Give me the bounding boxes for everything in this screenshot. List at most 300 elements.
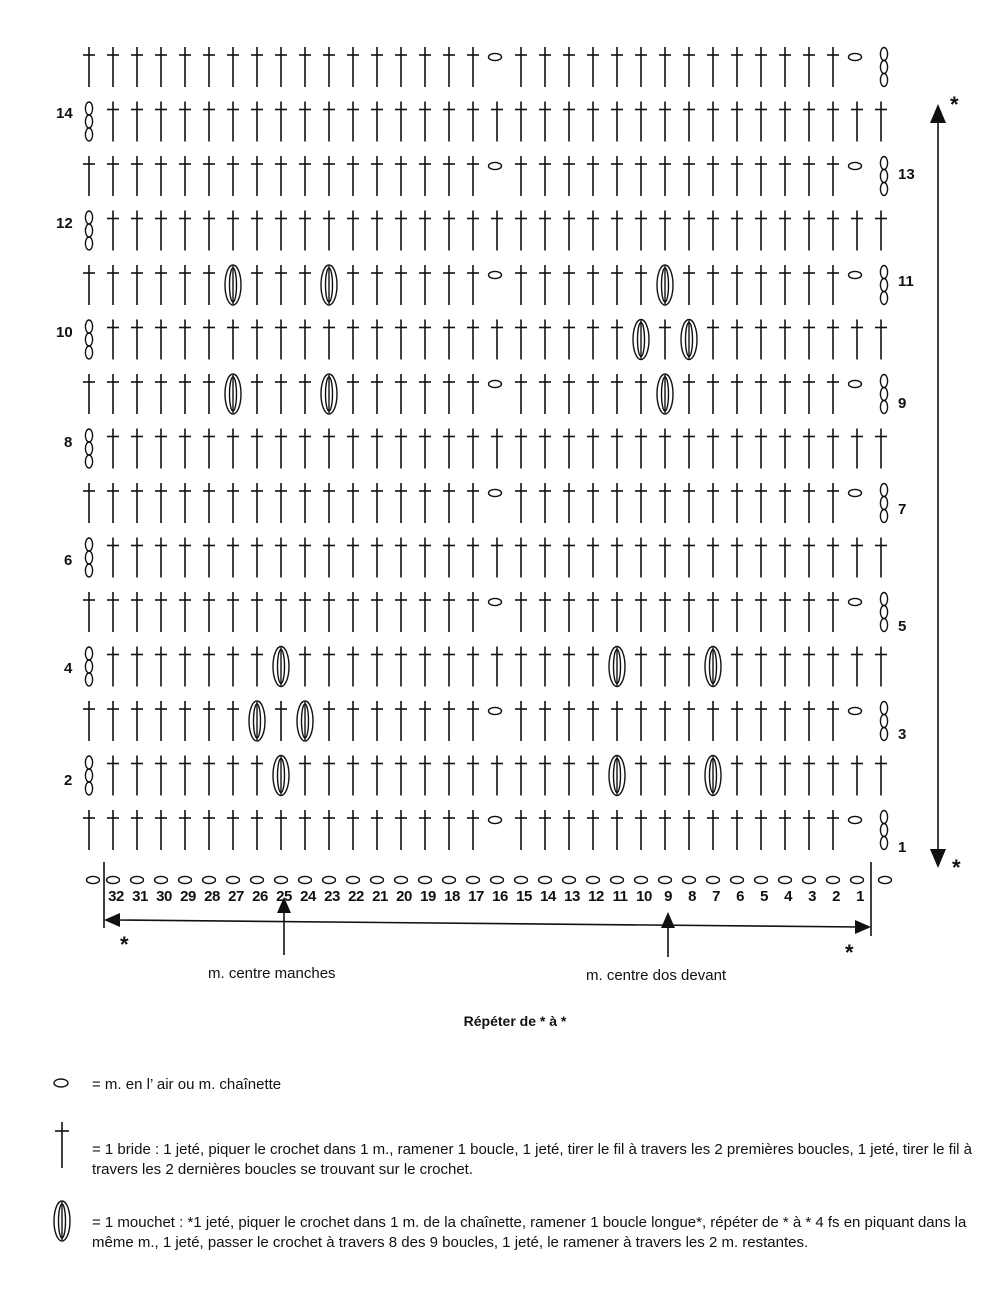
bride-symbol (179, 592, 191, 632)
bride-symbol (515, 320, 527, 360)
bride-symbol (179, 538, 191, 578)
stitch-number: 32 (108, 888, 124, 905)
stitch-number: 5 (760, 888, 768, 905)
bride-symbol (611, 483, 623, 523)
bride-symbol (395, 756, 407, 796)
stitch-number: 30 (156, 888, 172, 905)
turning-chain-left (85, 102, 92, 141)
row-number-14: 14 (56, 105, 73, 122)
bride-symbol (539, 156, 551, 196)
bride-symbol (131, 374, 143, 414)
bride-symbol (251, 102, 263, 142)
bride-symbol (371, 429, 383, 469)
bride-icon (55, 1122, 69, 1168)
bride-symbol (107, 810, 119, 850)
bride-symbol (155, 429, 167, 469)
bride-symbol (179, 265, 191, 305)
bride-symbol (347, 429, 359, 469)
bride-symbol (683, 756, 695, 796)
bride-symbol (827, 538, 839, 578)
center-chain-stitch (489, 380, 502, 387)
bride-symbol (803, 374, 815, 414)
mouchet-symbol (273, 647, 289, 687)
bride-symbol (659, 47, 671, 87)
bride-symbol (131, 701, 143, 741)
bride-symbol (611, 538, 623, 578)
bride-symbol (299, 592, 311, 632)
bride-symbol (131, 810, 143, 850)
bride-symbol (635, 483, 647, 523)
bride-symbol (443, 810, 455, 850)
bride-symbol (707, 538, 719, 578)
bride-symbol (443, 211, 455, 251)
bride-symbol (83, 701, 95, 741)
bride-symbol (755, 156, 767, 196)
bride-symbol (347, 810, 359, 850)
mouchet-symbol (657, 374, 673, 414)
bride-symbol (419, 810, 431, 850)
foundation-chain-stitch (203, 876, 216, 883)
mouchet-symbol (321, 374, 337, 414)
bride-symbol (227, 647, 239, 687)
bride-symbol (179, 756, 191, 796)
bride-symbol (347, 265, 359, 305)
bride-symbol (587, 647, 599, 687)
stitch-number: 27 (228, 888, 244, 905)
bride-symbol (611, 102, 623, 142)
mouchet-symbol (273, 756, 289, 796)
bride-symbol (443, 538, 455, 578)
turning-chain-right (880, 375, 887, 414)
row-number-1: 1 (898, 839, 907, 856)
turning-chain-right (880, 266, 887, 305)
bride-symbol (131, 156, 143, 196)
bride-symbol (443, 102, 455, 142)
bride-symbol (203, 647, 215, 687)
row-number-6: 6 (64, 552, 73, 569)
edge-chain-stitch (849, 489, 862, 496)
bride-symbol (155, 211, 167, 251)
foundation-chain-stitch (251, 876, 264, 883)
bride-symbol (851, 102, 863, 142)
bride-symbol (299, 429, 311, 469)
bride-symbol (107, 47, 119, 87)
center-sleeves-label: m. centre manches (208, 965, 336, 982)
bride-symbol (227, 483, 239, 523)
bride-symbol (203, 102, 215, 142)
bride-symbol (155, 47, 167, 87)
bride-symbol (755, 47, 767, 87)
bride-symbol (779, 592, 791, 632)
bride-symbol (731, 320, 743, 360)
bride-symbol (323, 483, 335, 523)
bride-symbol (107, 211, 119, 251)
bride-symbol (467, 320, 479, 360)
bride-symbol (179, 647, 191, 687)
bride-symbol (419, 211, 431, 251)
foundation-chain-stitch (275, 876, 288, 883)
foundation-chain-stitch (87, 876, 100, 883)
bride-symbol (323, 156, 335, 196)
bride-symbol (251, 810, 263, 850)
bride-symbol (683, 592, 695, 632)
bride-symbol (419, 156, 431, 196)
bride-symbol (635, 810, 647, 850)
bride-symbol (275, 211, 287, 251)
bride-symbol (395, 211, 407, 251)
edge-chain-stitch (849, 598, 862, 605)
bride-symbol (491, 647, 503, 687)
bride-symbol (323, 701, 335, 741)
bride-symbol (587, 102, 599, 142)
bride-symbol (755, 538, 767, 578)
bride-symbol (371, 265, 383, 305)
bride-symbol (83, 156, 95, 196)
stitch-number: 22 (348, 888, 364, 905)
stitch-number: 29 (180, 888, 196, 905)
bride-symbol (827, 374, 839, 414)
row-number-13: 13 (898, 166, 915, 183)
bride-symbol (707, 429, 719, 469)
bride-symbol (83, 265, 95, 305)
foundation-chain-stitch (515, 876, 528, 883)
bride-symbol (131, 538, 143, 578)
bride-symbol (299, 756, 311, 796)
bride-symbol (203, 756, 215, 796)
bride-symbol (131, 320, 143, 360)
bride-symbol (611, 429, 623, 469)
bride-symbol (371, 756, 383, 796)
bride-symbol (155, 102, 167, 142)
bride-symbol (731, 211, 743, 251)
stitch-number: 9 (664, 888, 672, 905)
bride-symbol (299, 810, 311, 850)
center-back-front-label: m. centre dos devant (586, 967, 727, 984)
bride-symbol (275, 47, 287, 87)
bride-symbol (827, 102, 839, 142)
bride-symbol (443, 756, 455, 796)
bride-symbol (515, 374, 527, 414)
bride-symbol (539, 483, 551, 523)
bride-symbol (227, 47, 239, 87)
bride-symbol (467, 429, 479, 469)
bride-symbol (83, 483, 95, 523)
bride-symbol (683, 156, 695, 196)
bride-symbol (539, 102, 551, 142)
bride-symbol (707, 102, 719, 142)
bride-symbol (539, 592, 551, 632)
bride-symbol (491, 756, 503, 796)
bride-symbol (803, 156, 815, 196)
bride-symbol (299, 156, 311, 196)
row-number-9: 9 (898, 395, 907, 412)
bride-symbol (803, 211, 815, 251)
stitch-number: 24 (300, 888, 316, 905)
bride-symbol (131, 265, 143, 305)
bride-symbol (467, 592, 479, 632)
legend-bride-text: = 1 bride : 1 jeté, piquer le crochet dans 1 m., ramener 1 boucle, 1 jeté, tirer le fil à travers les 2 premières boucles, 1 jeté, tirer le fil à travers les 2 dernières boucles se trouvant sur le crochet. (92, 1141, 973, 1178)
bride-symbol (227, 156, 239, 196)
bride-symbol (587, 265, 599, 305)
stitch-number: 7 (712, 888, 720, 905)
bride-symbol (707, 47, 719, 87)
foundation-chain-stitch (419, 876, 432, 883)
bride-symbol (779, 756, 791, 796)
bride-symbol (515, 156, 527, 196)
bride-symbol (587, 592, 599, 632)
bride-symbol (155, 538, 167, 578)
bride-symbol (299, 265, 311, 305)
bride-symbol (611, 211, 623, 251)
bride-symbol (731, 701, 743, 741)
bride-symbol (779, 265, 791, 305)
bride-symbol (131, 592, 143, 632)
stitch-number: 1 (856, 888, 864, 905)
bride-symbol (539, 265, 551, 305)
bride-symbol (635, 374, 647, 414)
bride-symbol (827, 429, 839, 469)
bride-symbol (683, 374, 695, 414)
bride-symbol (755, 102, 767, 142)
bride-symbol (227, 756, 239, 796)
stitch-number: 15 (516, 888, 532, 905)
bride-symbol (131, 211, 143, 251)
row-number-5: 5 (898, 618, 907, 635)
bride-symbol (755, 483, 767, 523)
stitch-number: 13 (564, 888, 580, 905)
mouchet-symbol (657, 265, 673, 305)
stitch-number: 6 (736, 888, 744, 905)
bride-symbol (107, 320, 119, 360)
bride-symbol (611, 156, 623, 196)
bride-symbol (227, 538, 239, 578)
bride-symbol (323, 592, 335, 632)
bride-symbol (83, 592, 95, 632)
bride-symbol (539, 538, 551, 578)
foundation-chain-stitch (707, 876, 720, 883)
bride-symbol (827, 592, 839, 632)
bride-symbol (539, 211, 551, 251)
repeat-star-left: * (120, 932, 129, 957)
bride-symbol (659, 320, 671, 360)
bride-symbol (683, 538, 695, 578)
bride-symbol (731, 156, 743, 196)
bride-symbol (515, 701, 527, 741)
bride-symbol (755, 592, 767, 632)
bride-symbol (803, 47, 815, 87)
arrow-head-right (855, 920, 871, 934)
bride-symbol (563, 156, 575, 196)
bride-symbol (587, 538, 599, 578)
foundation-chain-stitch (323, 876, 336, 883)
bride-symbol (443, 483, 455, 523)
bride-symbol (419, 701, 431, 741)
bride-symbol (779, 701, 791, 741)
bride-symbol (803, 756, 815, 796)
stitch-number: 31 (132, 888, 148, 905)
bride-symbol (803, 483, 815, 523)
bride-symbol (803, 538, 815, 578)
bride-symbol (755, 647, 767, 687)
bride-symbol (587, 756, 599, 796)
bride-symbol (515, 538, 527, 578)
bride-symbol (203, 538, 215, 578)
bride-symbol (395, 647, 407, 687)
bride-symbol (635, 592, 647, 632)
diagram-title: Répéter de * à * (463, 1013, 567, 1029)
bride-symbol (323, 320, 335, 360)
bride-symbol (419, 265, 431, 305)
bride-symbol (515, 47, 527, 87)
vertical-arrow-top (930, 104, 946, 123)
bride-symbol (107, 265, 119, 305)
bride-symbol (155, 647, 167, 687)
bride-symbol (659, 483, 671, 523)
bride-symbol (827, 756, 839, 796)
chain-icon (54, 1079, 68, 1087)
bride-symbol (683, 102, 695, 142)
bride-symbol (731, 47, 743, 87)
turning-chain-right (880, 702, 887, 741)
bride-symbol (275, 592, 287, 632)
bride-symbol (275, 429, 287, 469)
bride-symbol (515, 429, 527, 469)
turning-chain-right (880, 157, 887, 196)
bride-symbol (251, 374, 263, 414)
bride-symbol (227, 701, 239, 741)
bride-symbol (491, 538, 503, 578)
foundation-chain-stitch (395, 876, 408, 883)
bride-symbol (563, 47, 575, 87)
bride-symbol (203, 810, 215, 850)
bride-symbol (107, 429, 119, 469)
foundation-chain-stitch (467, 876, 480, 883)
bride-symbol (539, 810, 551, 850)
bride-symbol (779, 429, 791, 469)
bride-symbol (827, 156, 839, 196)
stitch-number: 16 (492, 888, 508, 905)
bride-symbol (155, 156, 167, 196)
foundation-chain-stitch (755, 876, 768, 883)
foundation-chain-stitch (443, 876, 456, 883)
bride-symbol (467, 756, 479, 796)
bride-symbol (131, 647, 143, 687)
bride-symbol (803, 810, 815, 850)
bride-symbol (107, 592, 119, 632)
stitch-number: 28 (204, 888, 220, 905)
bride-symbol (779, 538, 791, 578)
edge-chain-stitch (849, 271, 862, 278)
bride-symbol (299, 47, 311, 87)
bride-symbol (563, 211, 575, 251)
mouchet-symbol (705, 647, 721, 687)
bride-symbol (659, 538, 671, 578)
bride-symbol (419, 320, 431, 360)
bride-symbol (443, 265, 455, 305)
bride-symbol (155, 320, 167, 360)
bride-symbol (755, 429, 767, 469)
bride-symbol (539, 429, 551, 469)
bride-symbol (731, 756, 743, 796)
stitch-number: 2 (832, 888, 840, 905)
bride-symbol (779, 102, 791, 142)
bride-symbol (179, 156, 191, 196)
bride-symbol (659, 592, 671, 632)
bride-symbol (419, 47, 431, 87)
bride-symbol (515, 592, 527, 632)
bride-symbol (371, 701, 383, 741)
edge-chain-stitch (849, 162, 862, 169)
mouchet-symbol (225, 265, 241, 305)
mouchet-symbol (705, 756, 721, 796)
bride-symbol (563, 756, 575, 796)
bride-symbol (827, 47, 839, 87)
bride-symbol (227, 211, 239, 251)
bride-symbol (347, 756, 359, 796)
bride-symbol (707, 810, 719, 850)
bride-symbol (323, 429, 335, 469)
bride-symbol (515, 756, 527, 796)
foundation-chain-stitch (587, 876, 600, 883)
bride-symbol (611, 592, 623, 632)
bride-symbol (827, 701, 839, 741)
bride-symbol (683, 701, 695, 741)
bride-symbol (155, 483, 167, 523)
bride-symbol (107, 647, 119, 687)
bride-symbol (443, 701, 455, 741)
bride-symbol (83, 374, 95, 414)
bride-symbol (515, 102, 527, 142)
bride-symbol (779, 810, 791, 850)
foundation-chain-stitch (299, 876, 312, 883)
bride-symbol (107, 483, 119, 523)
bride-symbol (683, 429, 695, 469)
legend-mouchet-text: = 1 mouchet : *1 jeté, piquer le crochet dans 1 m. de la chaînette, ramener 1 boucle longue*, répéter de * à * 4 fs en piquant dans la même m., 1 jeté, passer le crochet à travers 8 des 9 boucles, 1 jeté, le ramener à travers les 2 m. restantes. (92, 1214, 967, 1251)
bride-symbol (611, 320, 623, 360)
bride-symbol (443, 592, 455, 632)
bride-symbol (779, 483, 791, 523)
bride-symbol (755, 701, 767, 741)
bride-symbol (611, 265, 623, 305)
bride-symbol (467, 483, 479, 523)
stitch-number: 8 (688, 888, 696, 905)
bride-symbol (347, 47, 359, 87)
bride-symbol (707, 211, 719, 251)
bride-symbol (683, 483, 695, 523)
mouchet-icon (54, 1201, 70, 1241)
bride-symbol (467, 810, 479, 850)
bride-symbol (323, 647, 335, 687)
bride-symbol (419, 538, 431, 578)
bride-symbol (731, 102, 743, 142)
bride-symbol (563, 265, 575, 305)
turning-chain-left (85, 320, 92, 359)
bride-symbol (419, 429, 431, 469)
bride-symbol (563, 538, 575, 578)
bride-symbol (347, 592, 359, 632)
bride-symbol (107, 538, 119, 578)
bride-symbol (563, 483, 575, 523)
bride-symbol (539, 756, 551, 796)
bride-symbol (563, 374, 575, 414)
bride-symbol (659, 211, 671, 251)
bride-symbol (371, 483, 383, 523)
bride-symbol (707, 156, 719, 196)
bride-symbol (323, 538, 335, 578)
bride-symbol (803, 701, 815, 741)
bride-symbol (347, 483, 359, 523)
center-chain-stitch (489, 162, 502, 169)
